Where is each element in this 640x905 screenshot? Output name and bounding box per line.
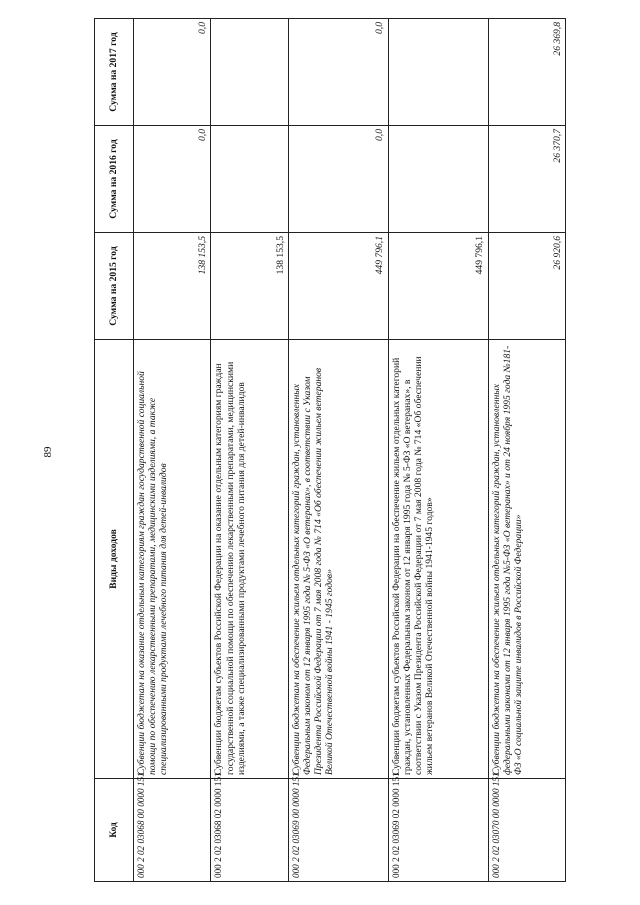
row-code: 000 2 02 03069 00 0000 151 [288,779,388,882]
row-sum-2017 [388,19,488,126]
header-name: Виды доходов [95,340,134,779]
row-name: Субвенции бюджетам субъектов Российской Федерации на обеспечение жильем отдельных категорий граждан, установленных Федеральным законом от 12 января 1995 года № 5-ФЗ «О ветеранах», в соответствии с Указом Президента Российской Федерации от 7 мая 2008 года № 714 «Об обеспечении жильем ветеранов Великой Отечественной войны 1941-1945 годов» [388,340,488,779]
rotated-table-wrapper [94,22,566,882]
table-row [211,19,288,882]
header-sum-2017: Сумма на 2017 год [95,19,134,126]
row-name: Субвенции бюджетам на обеспечение жильем отдельных категорий граждан, установленных Федеральным законом от 12 января 1995 года № 5-ФЗ «О ветеранах», в соответствии с Указом Президента Российской Федерации от 7 мая 2008 года № 714 «Об обеспечении жильем ветеранов Великой Отечественной войны 1941 - 1945 годов» [288,340,388,779]
row-name: Субвенции бюджетам на оказание отдельным категориям граждан государственной социальной помощи по обеспечению лекарственными препаратами, медицинскими изделиями, а также специализированными продуктами лечебного питания для детей-инвалидов [134,340,211,779]
row-sum-2015: 26 920,6 [488,233,565,340]
page-number: 89 [42,446,54,458]
table-row [134,19,211,882]
row-sum-2017: 26 369,8 [488,19,565,126]
row-code: 000 2 02 03070 00 0000 151 [488,779,565,882]
header-code: Код [95,779,134,882]
row-sum-2016: 0,0 [288,126,388,233]
revenue-table [94,18,566,882]
header-sum-2015: Сумма на 2015 год [95,233,134,340]
row-code: 000 2 02 03068 00 0000 151 [134,779,211,882]
row-sum-2016 [388,126,488,233]
row-name: Субвенции бюджетам субъектов Российской Федерации на оказание отдельным категориям граждан государственной социальной помощи по обеспечению лекарственными препаратами, медицинскими изделиями, а также специализированными продуктами лечебного питания для детей-инвалидов [211,340,288,779]
row-sum-2015: 138 153,5 [134,233,211,340]
row-sum-2017 [211,19,288,126]
table-row [288,19,388,882]
row-name: Субвенции бюджетам на обеспечение жильем отдельных категорий граждан, установленных федеральными законами от 12 января 1995 года №5-ФЗ «О ветеранах» и от 24 ноября 1995 года №181-ФЗ «О социальной защите инвалидов в Российской Федерации» [488,340,565,779]
row-sum-2016 [211,126,288,233]
row-sum-2017: 0,0 [134,19,211,126]
row-code: 000 2 02 03069 02 0000 151 [388,779,488,882]
row-sum-2015: 138 153,5 [211,233,288,340]
row-sum-2015: 449 796,1 [388,233,488,340]
header-sum-2016: Сумма на 2016 год [95,126,134,233]
row-sum-2015: 449 796,1 [288,233,388,340]
row-sum-2016: 0,0 [134,126,211,233]
row-code: 000 2 02 03068 02 0000 151 [211,779,288,882]
table-row [388,19,488,882]
table-row [488,19,565,882]
table-header-row [95,19,134,882]
row-sum-2017: 0,0 [288,19,388,126]
row-sum-2016: 26 370,7 [488,126,565,233]
